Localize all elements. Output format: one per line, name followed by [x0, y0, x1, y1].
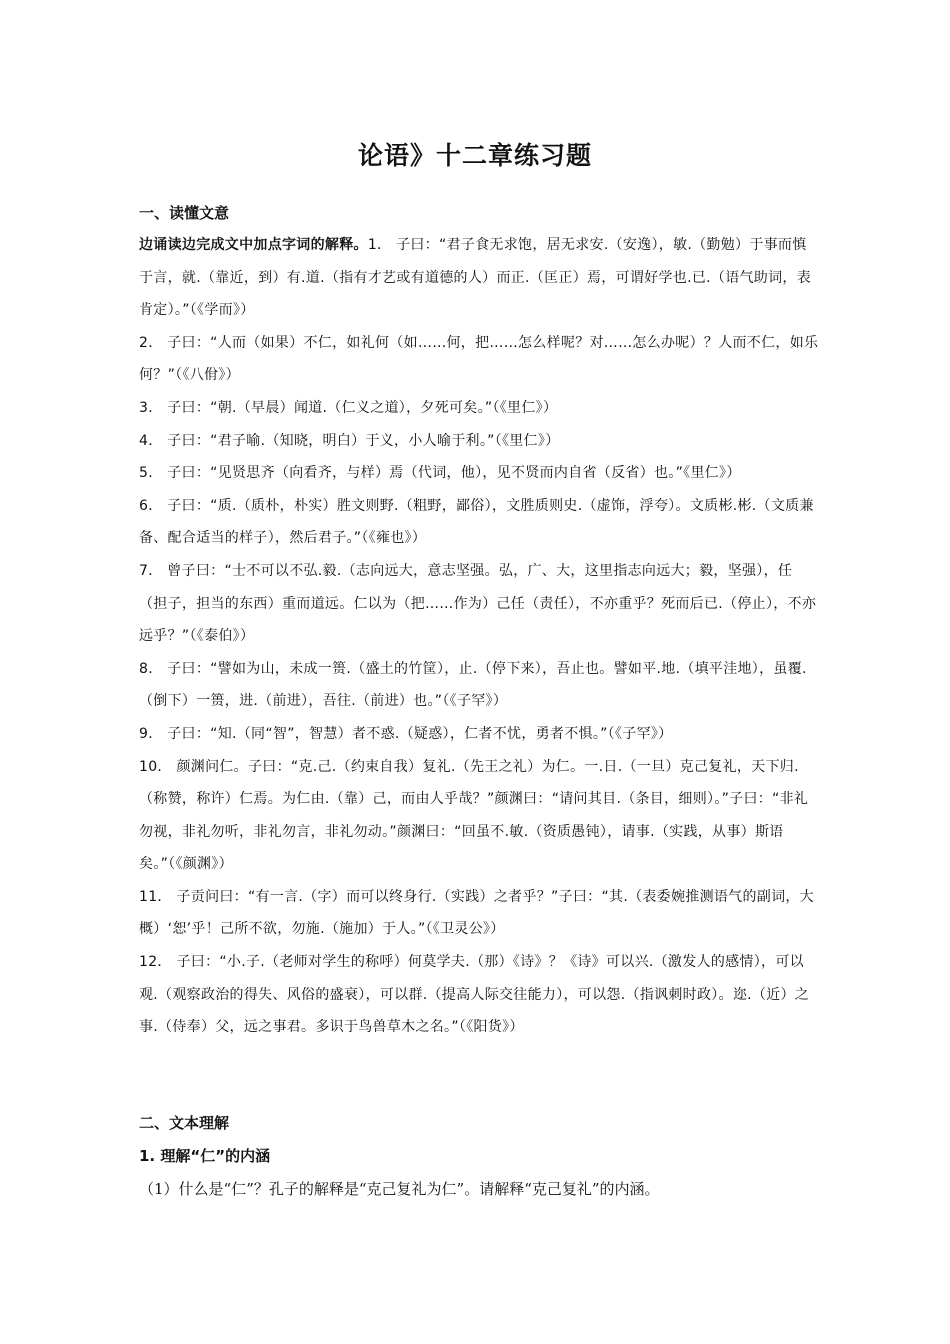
- passage-item-12: 12． 子曰：“小.子.（老师对学生的称呼）何莫学夫.（那）《诗》？《诗》可以兴.（激发人的感情），可以观.（观察政治的得失、风俗的盛衰），可以群.（提高人际交往能力），可以怨.（指讽刺时政）。迩.（近）之事.（侍奉）父，远之事君。多识于鸟兽草木之名。”（《阳货》）: [139, 954, 810, 1036]
- passage-item-6: 6． 子曰：“质.（质朴，朴实）胜文则野.（粗野，鄙俗），文胜质则史.（虚饰，浮夸）。文质彬.彬.（文质兼备、配合适当的样子），然后君子。”（《雍也》）: [139, 497, 814, 547]
- question-1: （1）什么是“仁”？孔子的解释是“克己复礼为仁”。请解释“克己复礼”的内涵。: [139, 1180, 660, 1198]
- section-heading-reading: 一、读懂文意: [139, 204, 230, 222]
- sub-heading-ren: 1. 理解“仁”的内涵: [139, 1147, 271, 1165]
- reading-passages: [139, 229, 819, 1044]
- passage-item-10: 10． 颜渊问仁。子曰：“克.己.（约束自我）复礼.（先王之礼）为仁。一.日.（一旦）克己复礼，天下归.（称赞，称许）仁焉。为仁由.（靠）己，而由人乎哉？”颜渊曰：“请问其目.（条目，细则）。”子曰：“非礼勿视，非礼勿听，非礼勿言，非礼勿动。”颜渊曰：“回虽不.敏.（资质愚钝），请事.（实践，从事）斯语矣。”（《颜渊》）: [139, 758, 809, 873]
- passage-item-2: 2． 子曰：“人而（如果）不仁，如礼何（如……何，把……怎么样呢？对……怎么办呢）？人而不仁，如乐何？”（《八佾》）: [139, 334, 819, 384]
- passage-item-8: 8． 子曰：“譬如为山，未成一篑.（盛土的竹筐），止.（停下来），吾止也。譬如平.地.（填平洼地），虽覆.（倒下）一篑，进.（前进），吾往.（前进）也。”（《子罕》）: [139, 660, 807, 710]
- passage-item-1: [139, 229, 819, 327]
- passage-text: 1． 子曰：“君子食无求饱，居无求安.（安逸），敏.（勤勉）于事而慎于言，就.（靠近，到）有.道.（指有才艺或有道德的人）而正.（匡正）焉，可谓好学也.已.（语气助词，表肯定）。”（《学而》）: [139, 237, 811, 319]
- passage-item-9: 9． 子曰：“知.（同“智”，智慧）者不惑.（疑惑），仁者不忧，勇者不惧。”（《子罕》）: [139, 725, 673, 742]
- instruction-text: 边诵读边完成文中加点字词的解释。: [139, 237, 368, 253]
- section-heading-understanding: 二、文本理解: [139, 1114, 230, 1132]
- passage-item-3: 3． 子曰：“朝.（早晨）闻道.（仁义之道），夕死可矣。”（《里仁》）: [139, 399, 558, 416]
- passage-item-5: 5． 子曰：“见贤思齐（向看齐，与样）焉（代词，他），见不贤而内自省（反省）也。”《里仁》）: [139, 465, 741, 482]
- passage-item-7: 7． 曾子曰：“士不可以不弘.毅.（志向远大，意志坚强。弘，广、大，这里指志向远大；毅，坚强），任（担子，担当的东西）重而道远。仁以为（把……作为）己任（责任），不亦重乎？死而后已.（停止），不亦远乎？”（《泰伯》）: [139, 562, 817, 645]
- passage-item-11: 11． 子贡问曰：“有一言.（字）而可以终身行.（实践）之者乎？”子曰：“其.（表委婉推测语气的副词，大概）‘恕’乎！己所不欲，勿施.（施加）于人。”（《卫灵公》）: [139, 888, 814, 938]
- page-title: 论语》十二章练习题: [357, 141, 592, 170]
- passage-item-4: 4． 子曰：“君子喻.（知晓，明白）于义，小人喻于利。”（《里仁》）: [139, 432, 560, 449]
